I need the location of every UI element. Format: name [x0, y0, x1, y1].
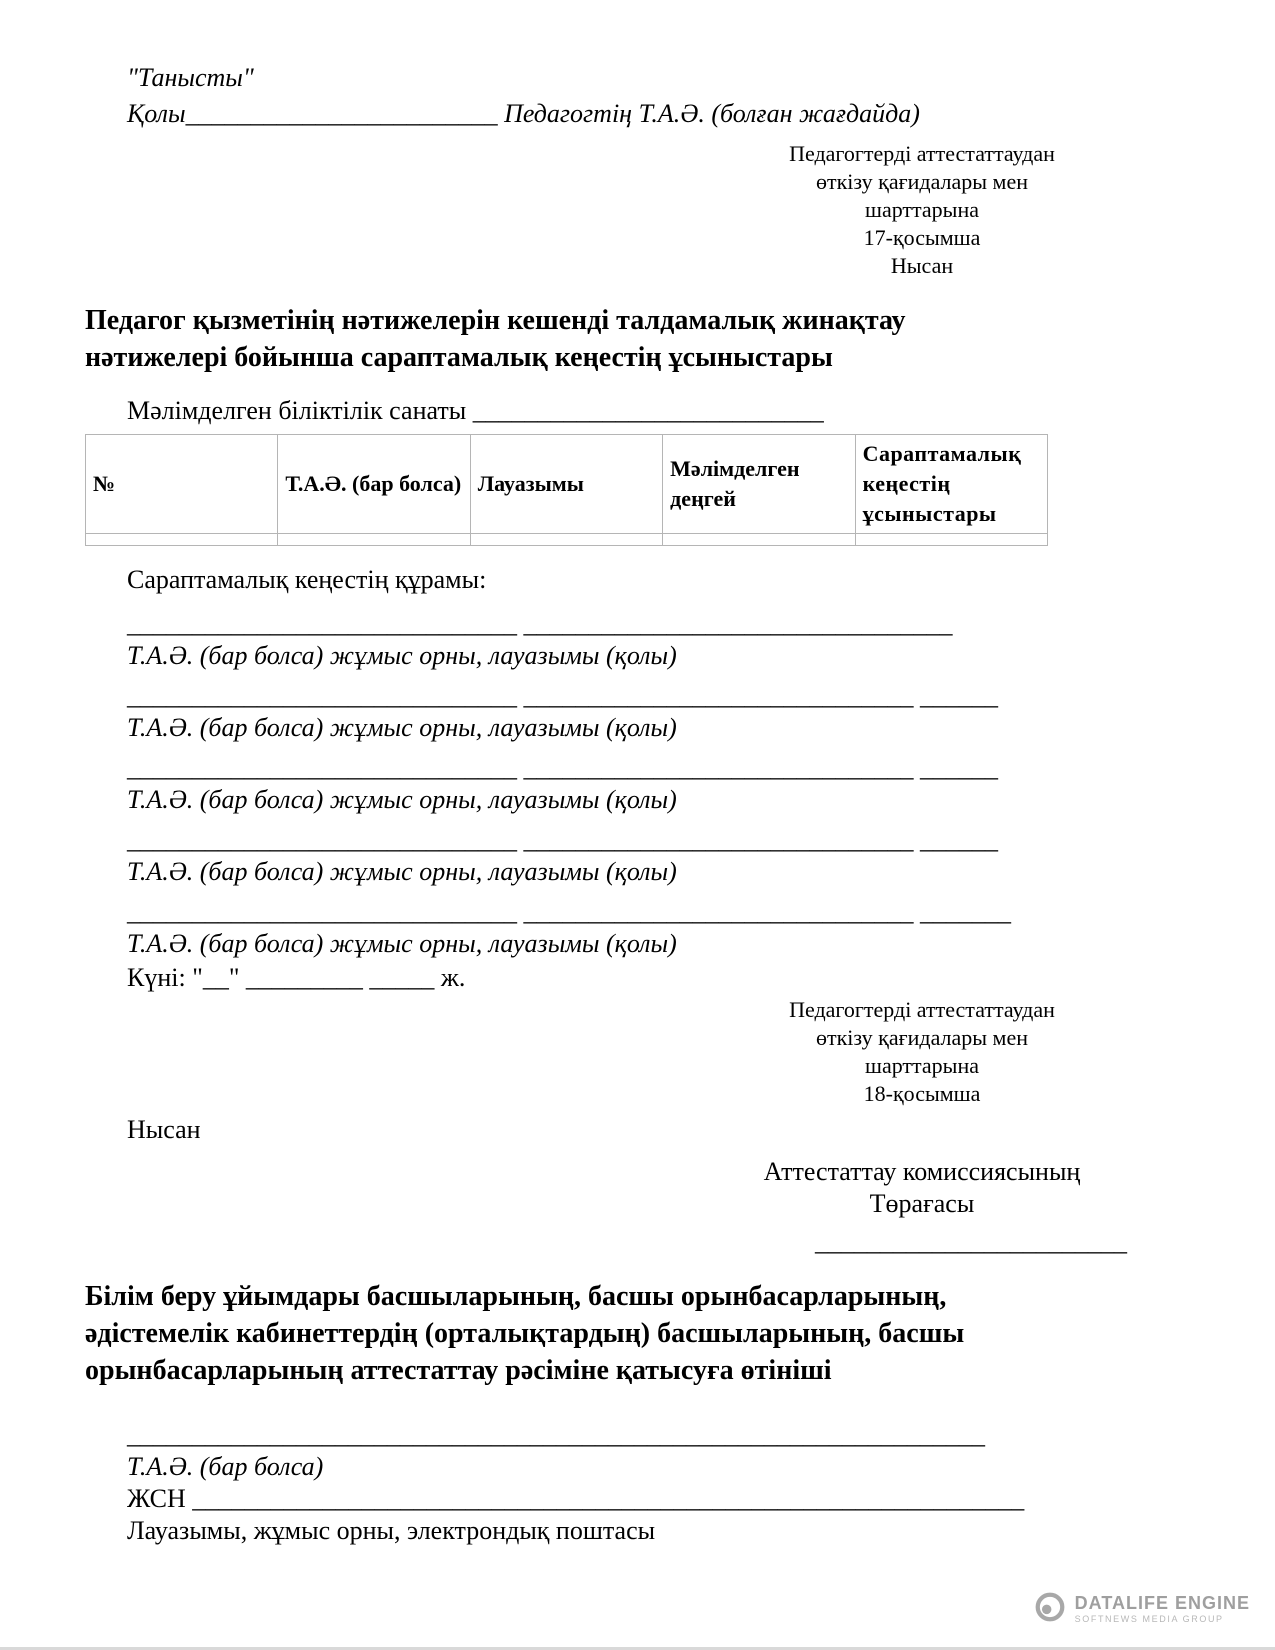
signature-caption: Педагогтің Т.А.Ә. (болған жағдайда) — [504, 99, 920, 128]
table-header-position: Лауазымы — [470, 435, 662, 534]
signature-prefix: Қолы — [127, 99, 186, 128]
appendix-ref-line: Педагогтерді аттестаттаудан — [789, 141, 1055, 166]
watermark-title: DATALIFE ENGINE — [1074, 1593, 1250, 1613]
acknowledgement-label: "Танысты" — [127, 63, 254, 92]
applicant-name-blank-field: __________________________________________________________________ — [127, 1420, 985, 1449]
chairman-signature-blank-field: ________________________ — [815, 1227, 1127, 1256]
commission-chairman-label: Төрағасы — [869, 1189, 975, 1218]
iin-label: ЖСН — [127, 1484, 186, 1513]
form-label: Нысан — [127, 1115, 201, 1144]
appendix-ref-line: шарттарына — [865, 197, 979, 222]
appendix-ref-line: Нысан — [890, 253, 954, 278]
table-empty-cell — [470, 534, 662, 546]
member-blank-field: ______________________________ ______________________________ ______ — [127, 825, 998, 854]
applicant-details-caption: Лауазымы, жұмыс орны, электрондық поштасы — [127, 1516, 656, 1545]
claimed-category-label: Мәлімделген біліктілік санаты — [127, 396, 467, 425]
member-caption: Т.А.Ә. (бар болса) жұмыс орны, лауазымы (қолы) — [127, 785, 677, 814]
member-blank-field: ______________________________ ______________________________ _______ — [127, 897, 1011, 926]
appendix-ref-line: 17-қосымша — [863, 225, 981, 250]
commission-line: Аттестаттау комиссиясының — [763, 1157, 1081, 1186]
table-header-council-recommendations: Сараптамалық кеңестің ұсыныстары — [855, 435, 1047, 534]
section-18-heading: Білім беру ұйымдары басшыларының, басшы орынбасарларының, әдістемелік кабинеттердің (орталықтардың) басшыларының, басшы орынбасарларының аттестаттау рәсіміне қатысуға өтініші — [85, 1281, 965, 1386]
appendix-ref-line: шарттарына — [865, 1053, 979, 1078]
watermark-text — [1075, 1594, 1250, 1625]
iin-line — [85, 1483, 1195, 1515]
appendix-18-reference — [707, 996, 1137, 1108]
appendix-ref-line: 18-қосымша — [863, 1081, 981, 1106]
signature-line — [85, 98, 1195, 130]
datalife-engine-logo-icon — [1033, 1590, 1067, 1629]
date-line: Күні: "__" _________ _____ ж. — [127, 963, 466, 992]
table-header-name: Т.А.Ә. (бар болса) — [278, 435, 470, 534]
table-empty-cell — [86, 534, 278, 546]
appendix-ref-line: өткізу қағидалары мен — [815, 1025, 1029, 1050]
commission-chairman-block — [707, 1156, 1137, 1258]
appendix-ref-line: Педагогтерді аттестаттаудан — [789, 997, 1055, 1022]
member-blank-field: ______________________________ ______________________________ ______ — [127, 681, 998, 710]
appendix-17-reference — [707, 140, 1137, 280]
member-caption: Т.А.Ә. (бар болса) жұмыс орны, лауазымы (қолы) — [127, 713, 677, 742]
table-empty-cell — [278, 534, 470, 546]
table-header-row — [86, 435, 1048, 534]
member-blank-field: ______________________________ ______________________________ ______ — [127, 753, 998, 782]
section-17-heading: Педагог қызметінің нәтижелерін кешенді талдамалық жинақтау нәтижелері бойынша сараптамалық кеңестің ұсыныстары — [85, 305, 906, 373]
applicant-name-caption: Т.А.Ә. (бар болса) — [127, 1452, 324, 1481]
table-empty-row — [86, 534, 1048, 546]
signature-blank-field: ________________________ — [185, 99, 498, 128]
table-header-claimed-level: Мәлімделген деңгей — [663, 435, 855, 534]
claimed-category-line — [85, 394, 1195, 428]
member-caption: Т.А.Ә. (бар болса) жұмыс орны, лауазымы (қолы) — [127, 857, 677, 886]
watermark-subtitle: SOFTNEWS MEDIA GROUP — [1074, 1614, 1224, 1624]
table-empty-cell — [855, 534, 1047, 546]
table-empty-cell — [663, 534, 855, 546]
member-caption: Т.А.Ә. (бар болса) жұмыс орны, лауазымы (қолы) — [127, 641, 677, 670]
claim-table — [85, 434, 1048, 546]
member-caption: Т.А.Ә. (бар болса) жұмыс орны, лауазымы (қолы) — [127, 929, 677, 958]
appendix-ref-line: өткізу қағидалары мен — [815, 169, 1029, 194]
claimed-category-blank-field: ___________________________ — [472, 396, 824, 425]
member-blank-field: ______________________________ _________________________________ — [127, 609, 953, 638]
iin-blank-field: ________________________________________________________________ — [192, 1484, 1025, 1513]
table-header-number: № — [86, 435, 278, 534]
datalife-engine-watermark — [1033, 1590, 1250, 1629]
council-composition-label: Сараптамалық кеңестің құрамы: — [127, 565, 487, 594]
